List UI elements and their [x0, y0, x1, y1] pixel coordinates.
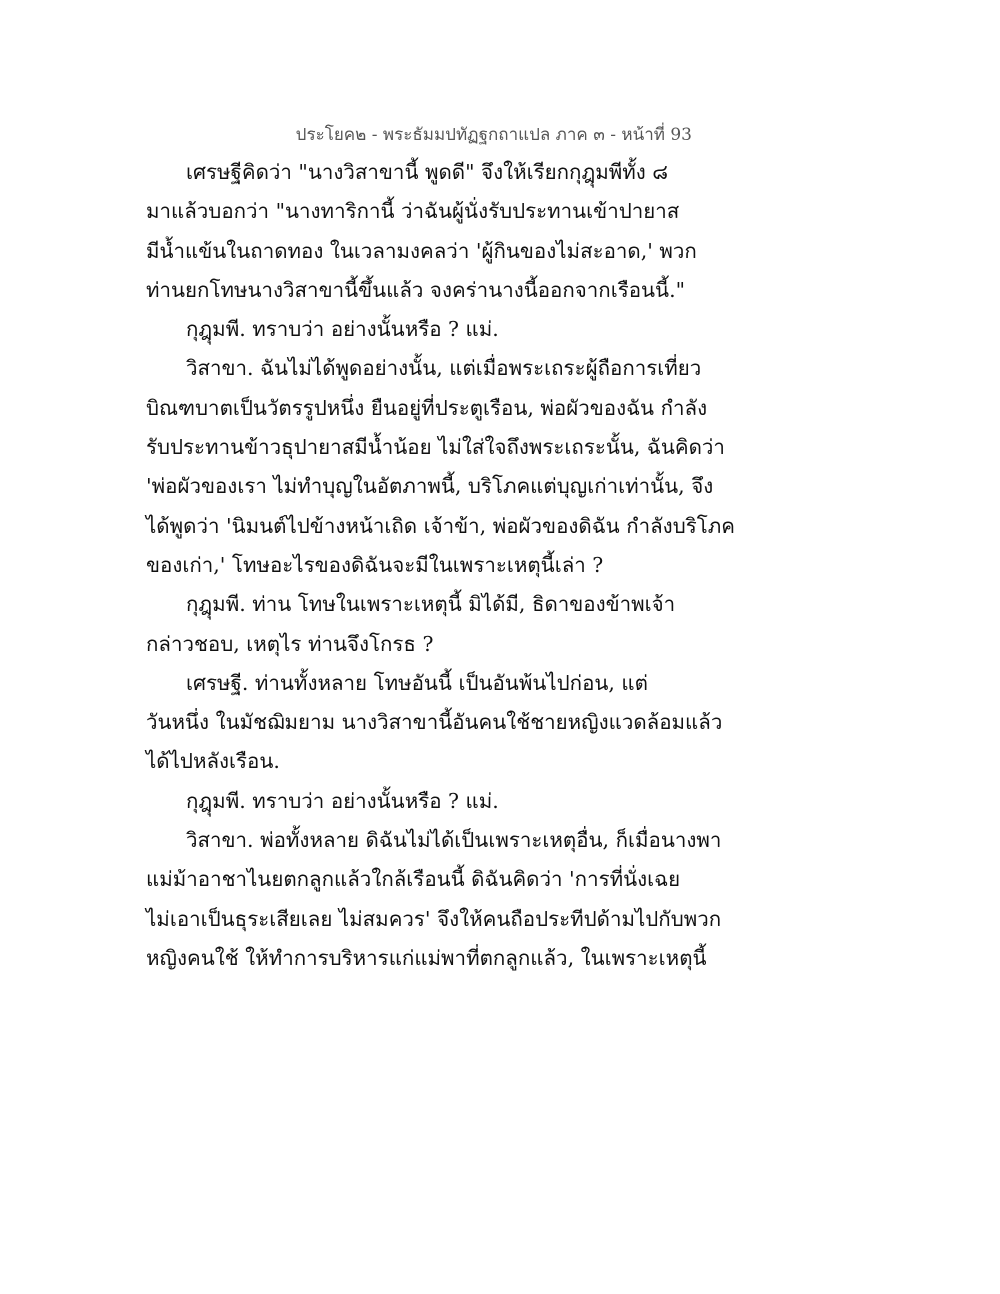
- body-text: [146, 153, 735, 978]
- text-line: วิสาขา. พ่อทั้งหลาย ดิฉันไม่ได้เป็นเพราะเหตุอื่น, ก็เมื่อนางพา: [186, 828, 722, 853]
- running-header: ประโยค๒ - พระธัมมปทัฏฐกถาแปล ภาค ๓ - หน้าที่ 93: [295, 125, 692, 145]
- text-line: บิณฑบาตเป็นวัตรรูปหนึ่ง ยืนอยู่ที่ประตูเรือน, พ่อผัวของฉัน กำลัง: [146, 395, 708, 420]
- text-line: กล่าวชอบ, เหตุไร ท่านจึงโกรธ ?: [146, 631, 434, 656]
- text-line: กุฎุมพี. ทราบว่า อย่างนั้นหรือ ? แม่.: [186, 317, 499, 342]
- text-line: กุฎุมพี. ท่าน โทษในเพราะเหตุนี้ มิได้มี, ธิดาของข้าพเจ้า: [186, 592, 676, 617]
- text-line: มีน้ำแข้นในถาดทอง ในเวลามงคลว่า 'ผู้กินของไม่สะอาด,' พวก: [146, 238, 697, 263]
- text-line: ไม่เอาเป็นธุระเสียเลย ไม่สมควร' จึงให้คนถือประทีปด้ามไปกับพวก: [146, 906, 722, 931]
- text-line: เศรษฐี. ท่านทั้งหลาย โทษอันนี้ เป็นอันพ้นไปก่อน, แต่: [186, 670, 648, 695]
- text-line: วันหนึ่ง ในมัชฌิมยาม นางวิสาขานี้อันคนใช้ชายหญิงแวดล้อมแล้ว: [146, 710, 723, 735]
- text-line: หญิงคนใช้ ให้ทำการบริหารแก่แม่พาที่ตกลูกแล้ว, ในเพราะเหตุนี้: [146, 945, 707, 970]
- text-line: กุฎุมพี. ทราบว่า อย่างนั้นหรือ ? แม่.: [186, 788, 499, 813]
- text-line: 'พ่อผัวของเรา ไม่ทำบุญในอัตภาพนี้, บริโภคแต่บุญเก่าเท่านั้น, จึง: [146, 474, 714, 499]
- text-line: มาแล้วบอกว่า "นางทาริกานี้ ว่าฉันผู้นั่งรับประทานเข้าปายาส: [146, 199, 680, 224]
- text-line: เศรษฐีคิดว่า "นางวิสาขานี้ พูดดี" จึงให้เรียกกุฎุมพีทั้ง ๘: [186, 160, 669, 184]
- text-line: ได้พูดว่า 'นิมนต์ไปข้างหน้าเถิด เจ้าข้า, พ่อผัวของดิฉัน กำลังบริโภค: [146, 513, 735, 538]
- text-line: วิสาขา. ฉันไม่ได้พูดอย่างนั้น, แต่เมื่อพระเถระผู้ถือการเที่ยว: [186, 356, 702, 381]
- text-line: แม่ม้าอาชาไนยตกลูกแล้วใกล้เรือนนี้ ดิฉันคิดว่า 'การที่นั่งเฉย: [146, 867, 681, 892]
- text-line: ได้ไปหลังเรือน.: [146, 749, 280, 774]
- text-line: ของเก่า,' โทษอะไรของดิฉันจะมีในเพราะเหตุนี้เล่า ?: [146, 552, 604, 577]
- text-line: ท่านยกโทษนางวิสาขานี้ขึ้นแล้ว จงคร่านางนี้ออกจากเรือนนี้.": [146, 277, 686, 302]
- text-line: รับประทานข้าวธุปายาสมีน้ำน้อย ไม่ใส่ใจถึงพระเถระนั้น, ฉันคิดว่า: [146, 435, 725, 460]
